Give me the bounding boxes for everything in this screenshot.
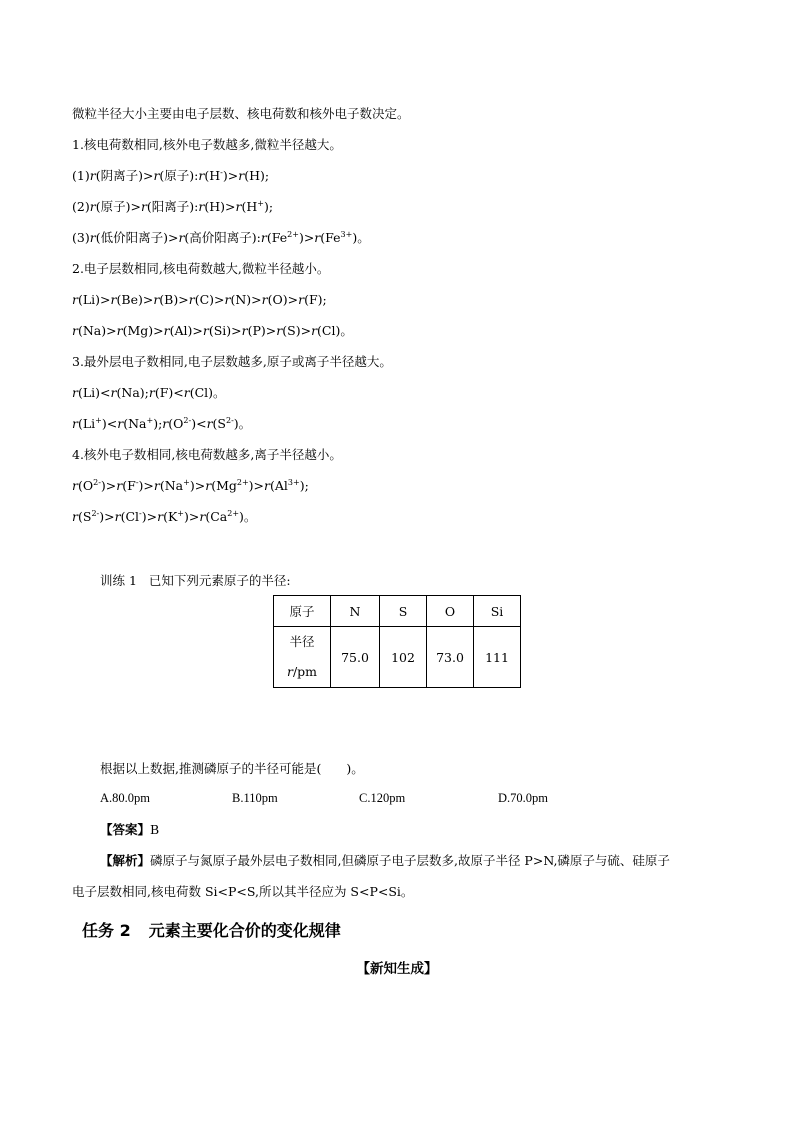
rule-4-line-2: $r(S^{2-})>r(Cl^-)>r(K^+)>r(Ca^{2+})$。 [72,509,257,524]
section-subheading: 【新知生成】 [356,961,438,977]
task-title: 元素主要化合价的变化规律 [148,921,341,940]
table-cell: 73.0 [427,627,474,688]
table-header-cell: O [427,596,474,627]
task-heading [82,918,359,941]
rule-2-line-2: r(Na)>r(Mg)>r(Al)>r(Si)>r(P)>r(S)>r(Cl)。 [72,323,353,338]
rule-1-line-1: (1)r(阴离子)>r(原子):r(H-)>r(H); [72,168,270,183]
rule-1-line-2: (2)r(原子)>r(阳离子):r(H)>r(H+); [72,199,274,214]
exercise-prompt: 已知下列元素原子的半径: [148,573,291,588]
option-c: C.120pm [359,791,406,805]
table-header-cell: S [380,596,427,627]
rule-3-line-2: $r(Li^+)<r(Na^+);r(O^{2-})<r(S^{2-})$。 [72,416,252,431]
rule-3-title: 3.最外层电子数相同,电子层数越多,原子或离子半径越大。 [72,354,392,369]
answer-label: 【答案】 [100,822,151,837]
row-label-line-2: r/pm [286,664,318,679]
table-cell: 111 [474,627,521,688]
table-header-row [274,596,521,627]
exercise-label: 训练 1 [100,573,137,588]
rule-1-title: 1.核电荷数相同,核外电子数越多,微粒半径越大。 [72,137,342,152]
radius-table [273,595,521,688]
row-label-line-1: 半径 [289,634,315,649]
answer-value: B [150,822,160,837]
analysis-label: 【解析】 [100,853,151,868]
answer-line [100,822,159,838]
table-row [274,627,521,688]
table-row-label [274,627,331,688]
table-header-cell: N [331,596,380,627]
table-header-cell: 原子 [274,596,331,627]
rule-1-line-3: (3)r(低价阳离子)>r(高价阳离子)$:r(Fe^{2+})>r(Fe^{3+})$。 [72,230,370,245]
table-header-cell: Si [474,596,521,627]
option-d: D.70.0pm [498,791,548,805]
rule-4-title: 4.核外电子数相同,核电荷数越多,离子半径越小。 [72,447,342,462]
table-cell: 75.0 [331,627,380,688]
rule-2-title: 2.电子层数相同,核电荷数越大,微粒半径越小。 [72,261,330,276]
analysis-line-2: 电子层数相同,核电荷数 Si<P<S,所以其半径应为 S<P<Si。 [72,884,414,899]
option-a: A.80.0pm [100,791,150,805]
exercise-question: 根据以上数据,推测磷原子的半径可能是( )。 [100,761,364,776]
analysis-line-1: 【解析】磷原子与氮原子最外层电子数相同,但磷原子电子层数多,故原子半径 P>N,磷原子与硫、硅原子 [100,853,670,868]
rule-3-line-1: r(Li)<r(Na);r(F)<r(Cl)。 [72,385,226,400]
rule-4-line-1: $r(O^{2-})>r(F^-)>r(Na^+)>r(Mg^{2+})>r(Al^{3+})$; [72,478,309,493]
task-number: 任务 2 [82,921,131,940]
rule-2-line-1: r(Li)>r(Be)>r(B)>r(C)>r(N)>r(O)>r(F); [72,292,327,307]
option-b: B.110pm [232,791,278,805]
intro-text: 微粒半径大小主要由电子层数、核电荷数和核外电子数决定。 [72,106,410,121]
exercise-heading [100,573,291,589]
table-cell: 102 [380,627,427,688]
